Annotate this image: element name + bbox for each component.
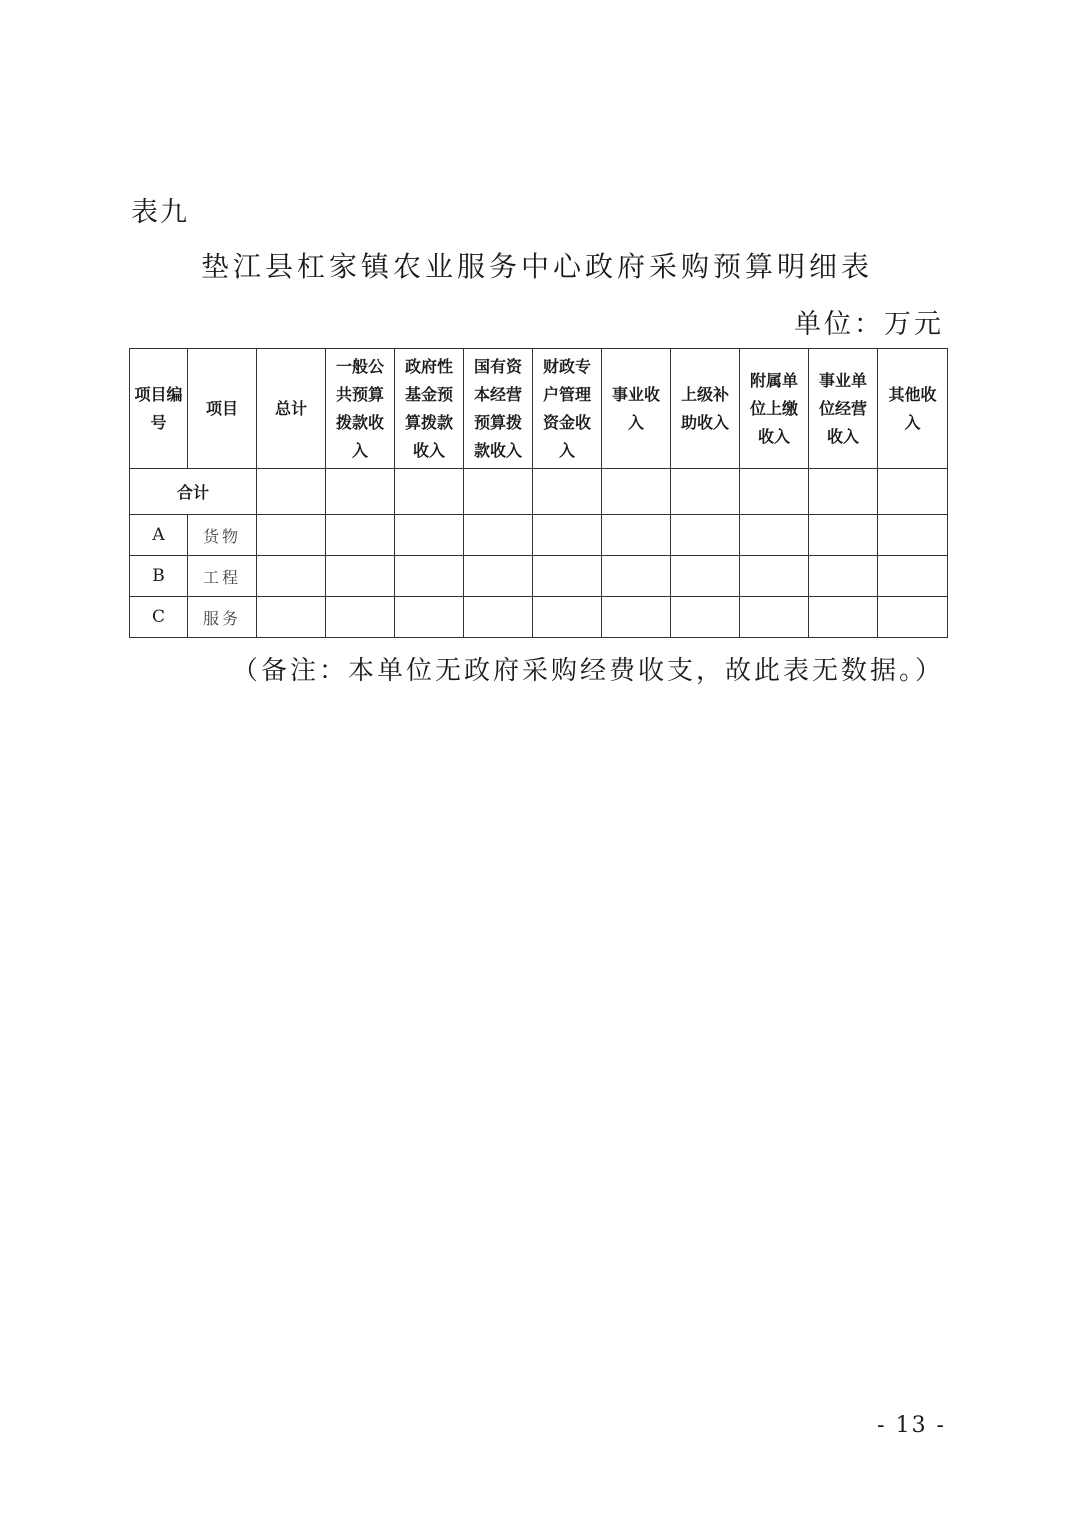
header-general-budget: 一般公共预算拨款收入 <box>326 349 395 469</box>
row-code: A <box>130 515 188 556</box>
table-number-label: 表九 <box>131 197 189 228</box>
page-number: - 13 - <box>877 1413 946 1438</box>
table-cell <box>878 556 948 597</box>
row-name: 工程 <box>188 556 257 597</box>
table-cell <box>602 556 671 597</box>
table-cell <box>809 556 878 597</box>
table-cell <box>740 556 809 597</box>
table-cell <box>533 597 602 638</box>
document-title: 垫江县杠家镇农业服务中心政府采购预算明细表 <box>200 250 873 283</box>
table-cell <box>257 469 326 515</box>
table-cell <box>326 515 395 556</box>
row-name: 服务 <box>188 597 257 638</box>
table-cell <box>671 469 740 515</box>
table-cell <box>809 597 878 638</box>
row-code: B <box>130 556 188 597</box>
header-gov-fund: 政府性基金预算拨款收入 <box>395 349 464 469</box>
header-operating-income: 事业单位经营收入 <box>809 349 878 469</box>
table-cell <box>464 469 533 515</box>
row-code: C <box>130 597 188 638</box>
table-cell <box>671 515 740 556</box>
table-cell <box>602 515 671 556</box>
header-project-code: 项目编号 <box>130 349 188 469</box>
header-fiscal-account: 财政专户管理资金收入 <box>533 349 602 469</box>
header-row <box>130 349 948 469</box>
header-project: 项目 <box>188 349 257 469</box>
procurement-budget-table <box>129 348 948 638</box>
table-cell <box>395 597 464 638</box>
table-cell <box>533 469 602 515</box>
table-cell <box>878 597 948 638</box>
table-cell <box>257 556 326 597</box>
table-row <box>130 556 948 597</box>
table-row <box>130 515 948 556</box>
header-state-capital: 国有资本经营预算拨款收入 <box>464 349 533 469</box>
unit-label: 单位：万元 <box>794 309 944 340</box>
header-affiliated-remit: 附属单位上缴收入 <box>740 349 809 469</box>
table-cell <box>326 597 395 638</box>
table-cell <box>395 469 464 515</box>
table-cell <box>671 597 740 638</box>
header-other-income: 其他收入 <box>878 349 948 469</box>
table-cell <box>878 515 948 556</box>
remark-note: （备注：本单位无政府采购经费收支，故此表无数据。） <box>231 656 944 686</box>
table-cell <box>602 469 671 515</box>
table-cell <box>809 469 878 515</box>
table-cell <box>740 515 809 556</box>
table-cell <box>602 597 671 638</box>
header-business-income: 事业收入 <box>602 349 671 469</box>
total-label: 合计 <box>130 469 257 515</box>
total-row <box>130 469 948 515</box>
table-cell <box>878 469 948 515</box>
table-cell <box>809 515 878 556</box>
table-cell <box>464 556 533 597</box>
table-cell <box>533 556 602 597</box>
table-cell <box>326 556 395 597</box>
header-superior-subsidy: 上级补助收入 <box>671 349 740 469</box>
table-cell <box>326 469 395 515</box>
table-cell <box>257 515 326 556</box>
row-name: 货物 <box>188 515 257 556</box>
table-cell <box>740 597 809 638</box>
table-cell <box>395 515 464 556</box>
table-cell <box>533 515 602 556</box>
table-cell <box>464 515 533 556</box>
table-cell <box>395 556 464 597</box>
header-total: 总计 <box>257 349 326 469</box>
table-row <box>130 597 948 638</box>
table-cell <box>464 597 533 638</box>
table-cell <box>740 469 809 515</box>
table-cell <box>671 556 740 597</box>
table-cell <box>257 597 326 638</box>
